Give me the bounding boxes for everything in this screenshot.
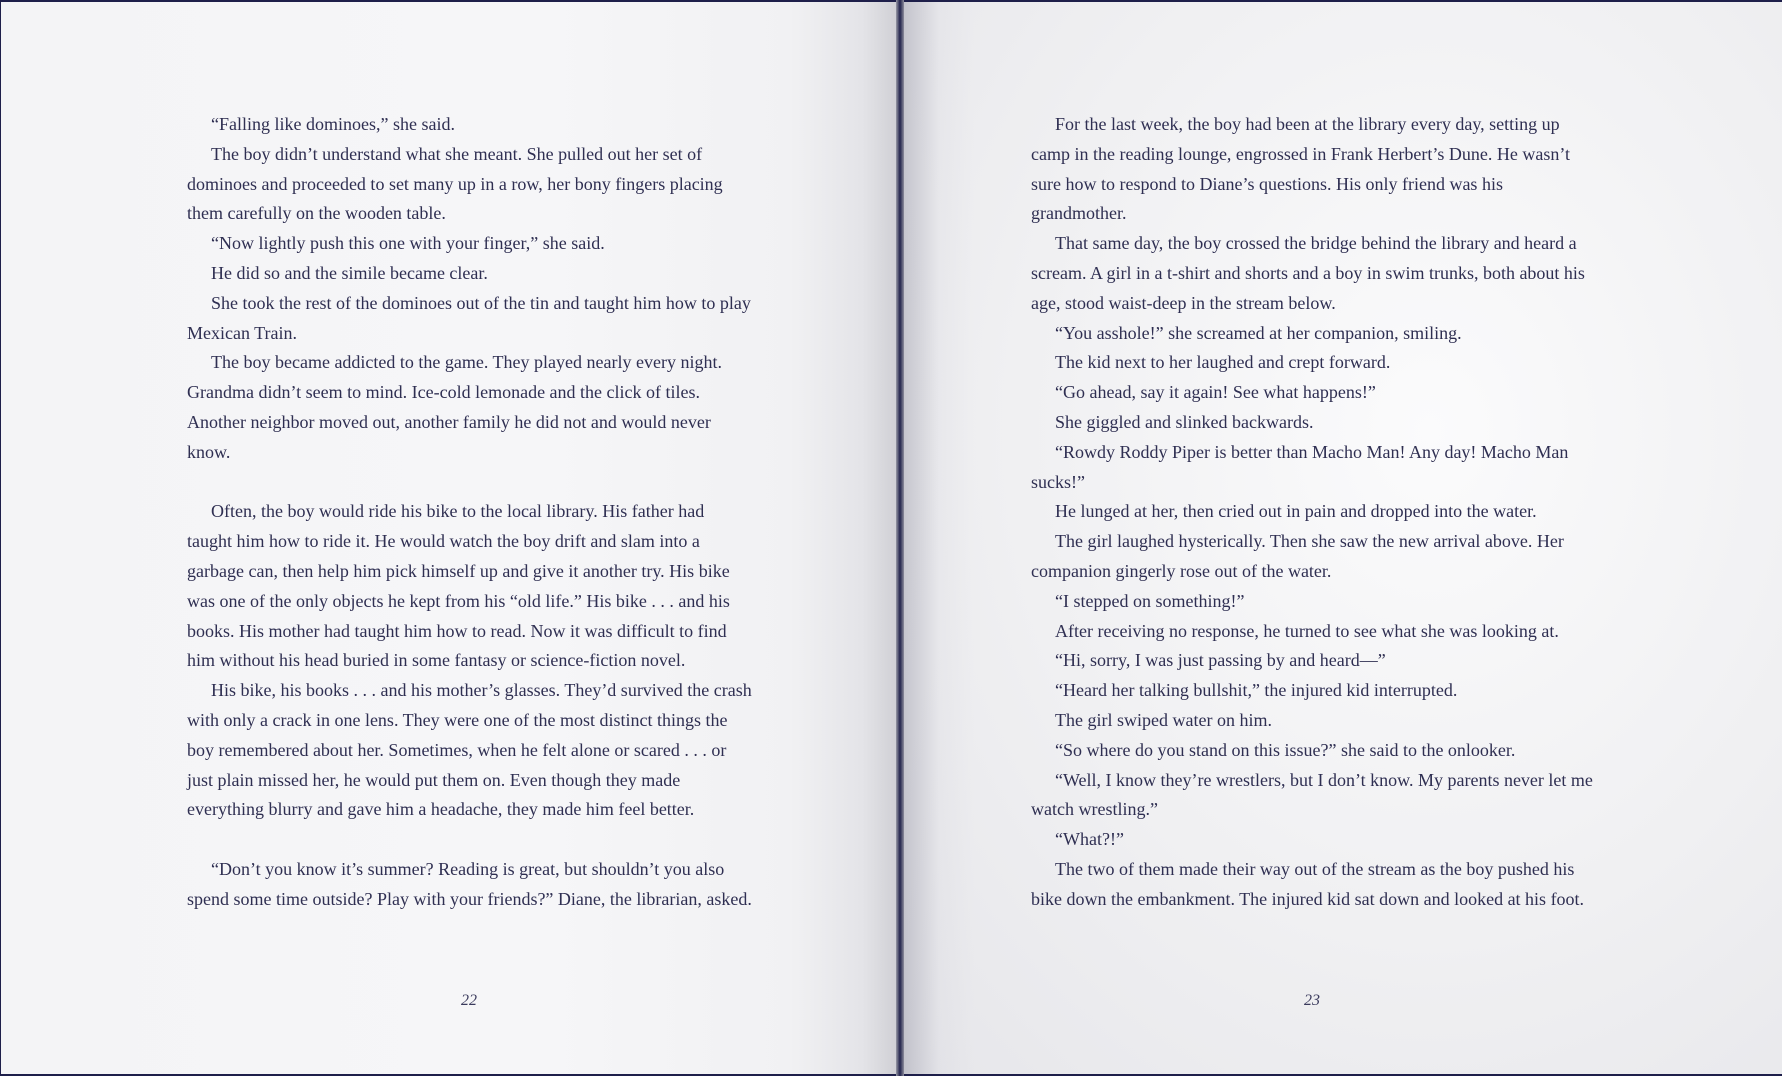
paragraph: The girl swiped water on him.	[1055, 709, 1272, 730]
left-page-text	[187, 110, 752, 915]
paragraph: “I stepped on something!”	[1055, 590, 1245, 611]
paragraph: “Go ahead, say it again! See what happens!”	[1055, 382, 1376, 403]
paragraph: The boy didn’t understand what she meant. She pulled out her set of dominoes and proceeded to set many up in a row, her bony fingers placing them carefully on the wooden table.	[187, 143, 723, 224]
paragraph: After receiving no response, he turned to see what she was looking at.	[1055, 620, 1559, 641]
paragraph: The two of them made their way out of the stream as the boy pushed his bike down the embankment. The injured kid sat down and looked at his foot.	[1031, 858, 1585, 909]
paragraph: She giggled and slinked backwards.	[1055, 411, 1314, 432]
paragraph: The kid next to her laughed and crept forward.	[1055, 352, 1391, 373]
paragraph: “So where do you stand on this issue?” she said to the onlooker.	[1055, 739, 1516, 760]
paragraph: That same day, the boy crossed the bridge behind the library and heard a scream. A girl in a t-shirt and shorts and a boy in swim trunks, both about his age, stood waist-deep in the stream below.	[1031, 233, 1585, 313]
right-page	[902, 2, 1782, 1074]
paragraph: “You asshole!” she screamed at her companion, smiling.	[1055, 322, 1462, 343]
paragraph: His bike, his books . . . and his mother’s glasses. They’d survived the crash with only a crack in one lens. They were one of the most distinct things the boy remembered about her. Sometimes, when he felt alone or scared . . . or just plain missed her, he would put them on. Even though they made everything blurry and gave him a headache, they made him feel better.	[187, 680, 752, 820]
page-number: 23	[1304, 992, 1320, 1009]
paragraph: For the last week, the boy had been at the library every day, setting up camp in the reading lounge, engrossed in Frank Herbert’s Dune. He wasn’t sure how to respond to Diane’s questions. His only friend was his grandmother.	[1031, 114, 1571, 224]
book-spine-gutter	[896, 0, 904, 1076]
paragraph: He lunged at her, then cried out in pain and dropped into the water.	[1055, 501, 1537, 522]
page-number: 22	[461, 992, 477, 1009]
paragraph: The boy became addicted to the game. They played nearly every night. Grandma didn’t seem to mind. Ice-cold lemonade and the click of tiles. Another neighbor moved out, another family he did not and would never know.	[187, 352, 722, 462]
paragraph: “Well, I know they’re wrestlers, but I don’t know. My parents never let me watch wrestling.”	[1031, 769, 1593, 820]
paragraph: “Heard her talking bullshit,” the injured kid interrupted.	[1055, 680, 1458, 701]
paragraph: “Rowdy Roddy Piper is better than Macho Man! Any day! Macho Man sucks!”	[1031, 441, 1569, 492]
gutter-shadow	[904, 2, 974, 1074]
paragraph: She took the rest of the dominoes out of the tin and taught him how to play Mexican Train.	[187, 292, 751, 343]
paragraph: “Falling like dominoes,” she said.	[211, 114, 455, 134]
paragraph: “Hi, sorry, I was just passing by and heard—”	[1055, 650, 1386, 671]
paragraph: “Now lightly push this one with your finger,” she said.	[211, 233, 605, 254]
paragraph: He did so and the simile became clear.	[211, 262, 488, 283]
paragraph: Often, the boy would ride his bike to the local library. His father had taught him how to ride it. He would watch the boy drift and slam into a garbage can, then help him pick himself up and give it another try. His bike was one of the only objects he kept from his “old life.” His bike . . . and his books. His mother had taught him how to read. Now it was difficult to find him without his head buried in some fantasy or science-fiction novel.	[187, 501, 730, 671]
right-page-text	[1031, 110, 1596, 915]
paragraph: “Don’t you know it’s summer? Reading is great, but shouldn’t you also spend some time outside? Play with your friends?” Diane, the librarian, asked.	[187, 858, 752, 909]
left-page	[1, 2, 898, 1074]
paragraph: The girl laughed hysterically. Then she saw the new arrival above. Her companion gingerly rose out of the water.	[1031, 531, 1564, 581]
paragraph: “What?!”	[1055, 829, 1124, 850]
